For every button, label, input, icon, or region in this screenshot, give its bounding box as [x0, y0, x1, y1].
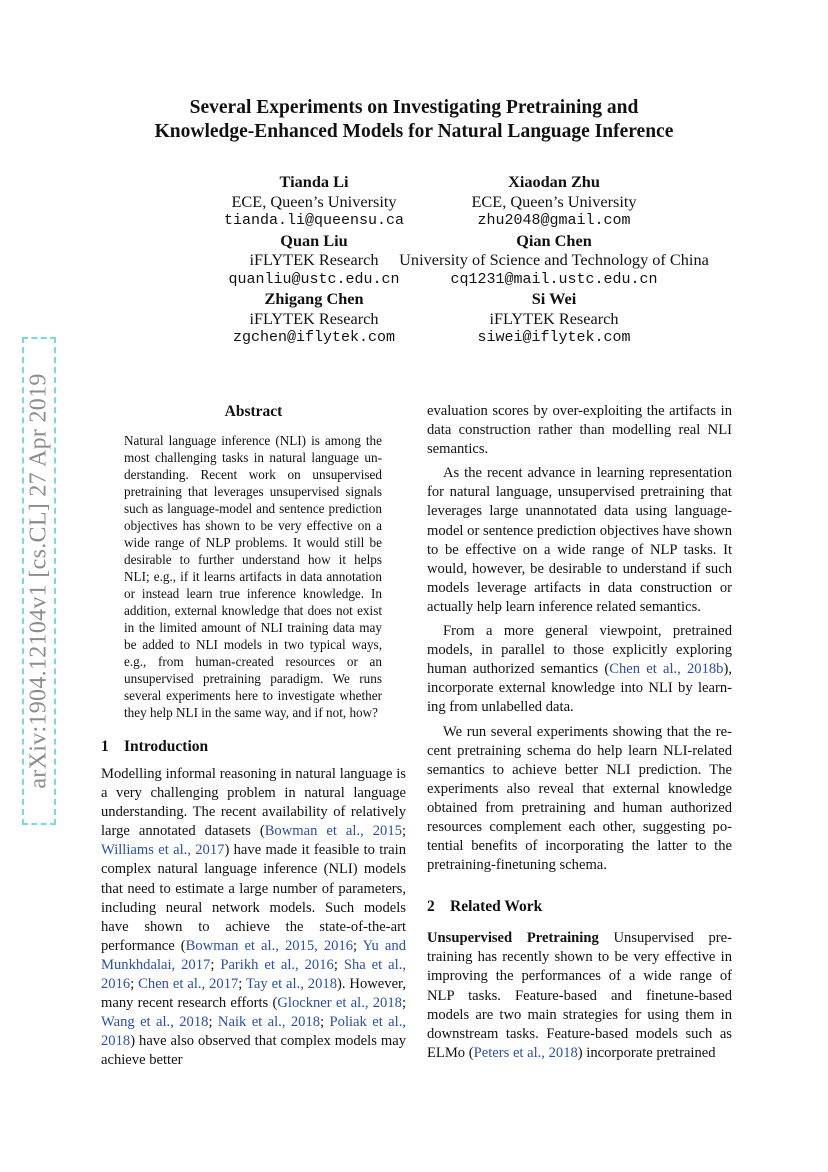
text-run: ;	[401, 995, 406, 1012]
paper-title	[80, 96, 748, 144]
section-heading-related-work	[427, 897, 732, 917]
authors-right-column	[376, 172, 732, 348]
section-number: 1	[101, 738, 109, 755]
author-block	[376, 289, 732, 348]
left-text-column	[101, 402, 406, 1071]
title-line-1: Several Experiments on Investigating Pretraining and	[189, 97, 639, 118]
text-run: From a more general viewpoint, pretrained models, in parallel to those explicitly exploring human authorized semantics (	[427, 623, 732, 678]
body-paragraph: evaluation scores by over-exploiting the artifacts in data construction rather than modelling real NLI semantics.	[427, 403, 732, 458]
author-name: Qian Chen	[516, 230, 592, 250]
citation-link[interactable]: Bowman et al., 2015, 2016	[185, 937, 354, 954]
text-run: ;	[210, 956, 221, 973]
body-paragraph	[427, 622, 732, 717]
abstract-text: Natural language inference (NLI) is among the most challenging tasks in natural language understanding. Recent work on unsupervised pretraining that leverages unsupervised signals such as language-model and sentence prediction objectives has shown to be very effective on a wide range of NLP problems. It would still be desirable to further understand how it helps NLI; e.g., if it learns artifacts in data annotation or instead learn true inference knowledge. In addition, external knowledge that does not exist in the limited amount of NLI training data may be added to NLI models in two typical ways, e.g., from human-created resources or an unsupervised pretraining paradigm. We runs several experiments here to investigate whether they help NLI in the same way, and if not, how?	[124, 433, 382, 720]
author-affiliation: iFLYTEK Research	[489, 308, 619, 328]
body-paragraph: As the recent advance in learning representation for natural language, unsupervised pretraining that leverages large unannotated data using language-model or sentence prediction objectives have shown to be effective on a wide range of NLP tasks. It would, however, be desirable to understand if such models leverage artifacts in data construction or actually help learn inference related semantics.	[427, 465, 732, 615]
citation-link[interactable]: Glockner et al., 2018	[277, 995, 402, 1012]
text-run: Unsupervised pretraining has recently shown to be very effective in improving the performances of a wide range of NLP tasks. Feature-based and finetune-based models are two main strategies for using them in downstream tasks. Feature-based models such as ELMo (	[427, 930, 732, 1061]
author-block	[376, 231, 732, 290]
text-run: Modelling informal reasoning in natural language is a very challenging problem in natural language understanding. The recent availability of relatively large annotated datasets (	[101, 766, 406, 840]
author-name: Si Wei	[531, 289, 577, 308]
text-run: ). However, many recent research efforts (	[101, 976, 406, 1012]
runin-heading: Unsupervised Pretraining	[427, 930, 599, 947]
author-email[interactable]: quanliu@ustc.edu.cn	[228, 270, 400, 288]
text-run: ) incorporate pretrained	[577, 1044, 716, 1061]
related-work-paragraph	[427, 929, 732, 1063]
author-email[interactable]: zhu2048@gmail.com	[477, 212, 631, 229]
arxiv-identifier: arXiv:1904.12104v1 [cs.CL] 27 Apr 2019	[25, 373, 52, 789]
citation-link[interactable]: Peters et al., 2018	[473, 1044, 578, 1061]
author-email[interactable]: cq1231@mail.ustc.edu.cn	[450, 270, 658, 288]
author-affiliation: ECE, Queen’s University	[231, 191, 397, 211]
author-block	[376, 172, 732, 231]
text-run: ;	[238, 976, 247, 993]
citation-link[interactable]: Chen et al., 2018b	[609, 661, 724, 678]
author-name: Quan Liu	[280, 230, 348, 250]
text-run: ) have made it feasible to train complex natural language inference (NLI) models that need to estimate a large number of parameters, including neural network models. Such models have shown to achieve the state-of-the-art performance (	[101, 842, 406, 954]
right-text-column	[427, 402, 732, 1063]
arxiv-stamp	[22, 337, 56, 825]
citation-link[interactable]: Tay et al., 2018	[246, 976, 337, 993]
section-title: Related Work	[450, 898, 543, 916]
author-affiliation: iFLYTEK Research	[249, 250, 379, 269]
text-run: ;	[333, 956, 344, 973]
citation-link[interactable]: Chen et al., 2017	[138, 976, 239, 993]
author-name: Tianda Li	[279, 172, 349, 191]
section-heading-introduction	[101, 737, 406, 757]
author-email[interactable]: tianda.li@queensu.ca	[223, 212, 405, 229]
citation-link[interactable]: Yu and Munkhdalai, 2017	[101, 937, 406, 973]
intro-paragraph	[101, 765, 406, 1071]
section-number: 2	[427, 898, 435, 916]
citation-link[interactable]: Williams et al., 2017	[101, 842, 225, 859]
citation-link[interactable]: Wang et al., 2018	[101, 1014, 209, 1031]
author-affiliation: iFLYTEK Research	[249, 308, 379, 328]
body-paragraph: We run several experiments showing that the recent pretraining schema do help learn NLI-related semantics to achieve better NLI prediction. The experiments also reveal that external knowledge obtained from pretraining and human authorized resources complement each other, suggesting potential benefits of incorporating the latter to the pretraining-finetuning schema.	[427, 723, 732, 874]
citation-link[interactable]: Sha et al., 2016	[101, 956, 406, 993]
title-line-2: Knowledge-Enhanced Models for Natural Language Inference	[154, 121, 674, 142]
author-name: Zhigang Chen	[264, 289, 364, 308]
text-run: ;	[353, 937, 363, 954]
text-run: ) have also observed that complex models may achieve better	[101, 1033, 406, 1069]
text-run: ), incorporate external knowledge into NLI by learning from unlabelled data.	[427, 661, 732, 716]
citation-link[interactable]: Parikh et al., 2016	[220, 956, 334, 973]
text-run: ;	[401, 823, 406, 840]
author-email[interactable]: zgchen@iflytek.com	[232, 329, 396, 346]
author-email[interactable]: siwei@iflytek.com	[477, 329, 631, 346]
citation-link[interactable]: Poliak et al., 2018	[101, 1014, 407, 1050]
text-run: ;	[208, 1014, 218, 1031]
citation-link[interactable]: Bowman et al., 2015	[264, 823, 402, 840]
citation-link[interactable]: Naik et al., 2018	[217, 1014, 321, 1031]
author-affiliation: University of Science and Technology of China	[399, 250, 709, 269]
section-title: Introduction	[124, 738, 209, 755]
text-run: ;	[320, 1014, 330, 1031]
author-name: Xiaodan Zhu	[508, 172, 600, 191]
text-run: ;	[130, 976, 139, 993]
author-affiliation: ECE, Queen’s University	[471, 191, 637, 211]
abstract-heading: Abstract	[224, 403, 283, 420]
